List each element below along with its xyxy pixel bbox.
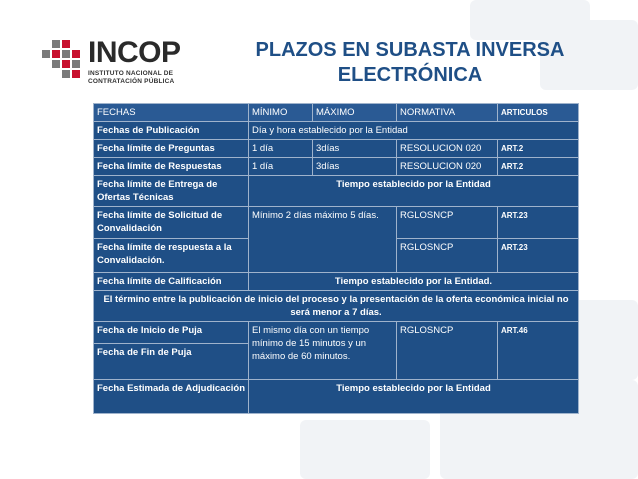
row-label: Fecha límite de Preguntas xyxy=(94,140,249,158)
page-title xyxy=(230,38,590,88)
logo-subtitle-line2: CONTRATACIÓN PÚBLICA xyxy=(88,78,175,85)
row-value: Tiempo establecido por la Entidad xyxy=(249,176,579,207)
page-title-line1: PLAZOS EN SUBASTA INVERSA xyxy=(255,39,565,61)
termino-note: El término entre la publicación de inicio del proceso y la presentación de la oferta económica inicial no será menor a 7 días. xyxy=(94,291,579,322)
row-label: Fecha límite de Calificación xyxy=(94,273,249,291)
normativa-cell: RGLOSNCP xyxy=(397,207,498,239)
table-row xyxy=(94,291,579,322)
table-row xyxy=(94,176,579,207)
articulo-cell: ART.23 xyxy=(498,239,579,273)
row-label: Fecha Estimada de Adjudicación xyxy=(94,380,249,414)
normativa-cell: RGLOSNCP xyxy=(397,322,498,380)
max-cell: 3días xyxy=(313,158,397,176)
table-header-row xyxy=(94,104,579,122)
table-row xyxy=(94,380,579,414)
articulo-cell: ART.46 xyxy=(498,322,579,380)
row-label: Fecha límite de respuesta a la Convalidación. xyxy=(94,239,249,273)
incop-logo xyxy=(42,36,182,86)
plazos-table xyxy=(93,103,579,414)
row-label: Fecha límite de Entrega de Ofertas Técnicas xyxy=(94,176,249,207)
table-row xyxy=(94,140,579,158)
min-cell: 1 día xyxy=(249,158,313,176)
logo-wordmark: INCOP xyxy=(88,36,181,69)
row-value: Tiempo establecido por la Entidad xyxy=(249,380,579,414)
row-label: Fecha límite de Respuestas xyxy=(94,158,249,176)
column-header: MÁXIMO xyxy=(313,104,397,122)
row-label: Fecha de Inicio de Puja xyxy=(94,322,249,344)
background-shape xyxy=(300,420,430,479)
table-row xyxy=(94,122,579,140)
page-title-line2: ELECTRÓNICA xyxy=(337,64,483,86)
range-cell: El mismo día con un tiempo mínimo de 15 minutos y un máximo de 60 minutos. xyxy=(249,322,397,380)
min-cell: 1 día xyxy=(249,140,313,158)
column-header: ARTICULOS xyxy=(498,104,579,122)
normativa-cell: RESOLUCION 020 xyxy=(397,158,498,176)
table-row xyxy=(94,322,579,344)
table-row xyxy=(94,207,579,239)
incop-logo-mark-icon xyxy=(42,38,84,80)
normativa-cell: RESOLUCION 020 xyxy=(397,140,498,158)
row-label: Fechas de Publicación xyxy=(94,122,249,140)
column-header: MÍNIMO xyxy=(249,104,313,122)
row-label: Fecha límite de Solicitud de Convalidación xyxy=(94,207,249,239)
row-value: Día y hora establecido por la Entidad xyxy=(249,122,579,140)
articulo-cell: ART.2 xyxy=(498,140,579,158)
articulo-cell: ART.23 xyxy=(498,207,579,239)
range-cell: Mínimo 2 días máximo 5 días. xyxy=(249,207,397,273)
table-row xyxy=(94,158,579,176)
normativa-cell: RGLOSNCP xyxy=(397,239,498,273)
row-label: Fecha de Fin de Puja xyxy=(94,344,249,380)
logo-subtitle-line1: INSTITUTO NACIONAL DE xyxy=(88,70,174,77)
row-value: Tiempo establecido por la Entidad. xyxy=(249,273,579,291)
column-header: NORMATIVA xyxy=(397,104,498,122)
articulo-cell: ART.2 xyxy=(498,158,579,176)
max-cell: 3días xyxy=(313,140,397,158)
table-row xyxy=(94,273,579,291)
column-header: FECHAS xyxy=(94,104,249,122)
